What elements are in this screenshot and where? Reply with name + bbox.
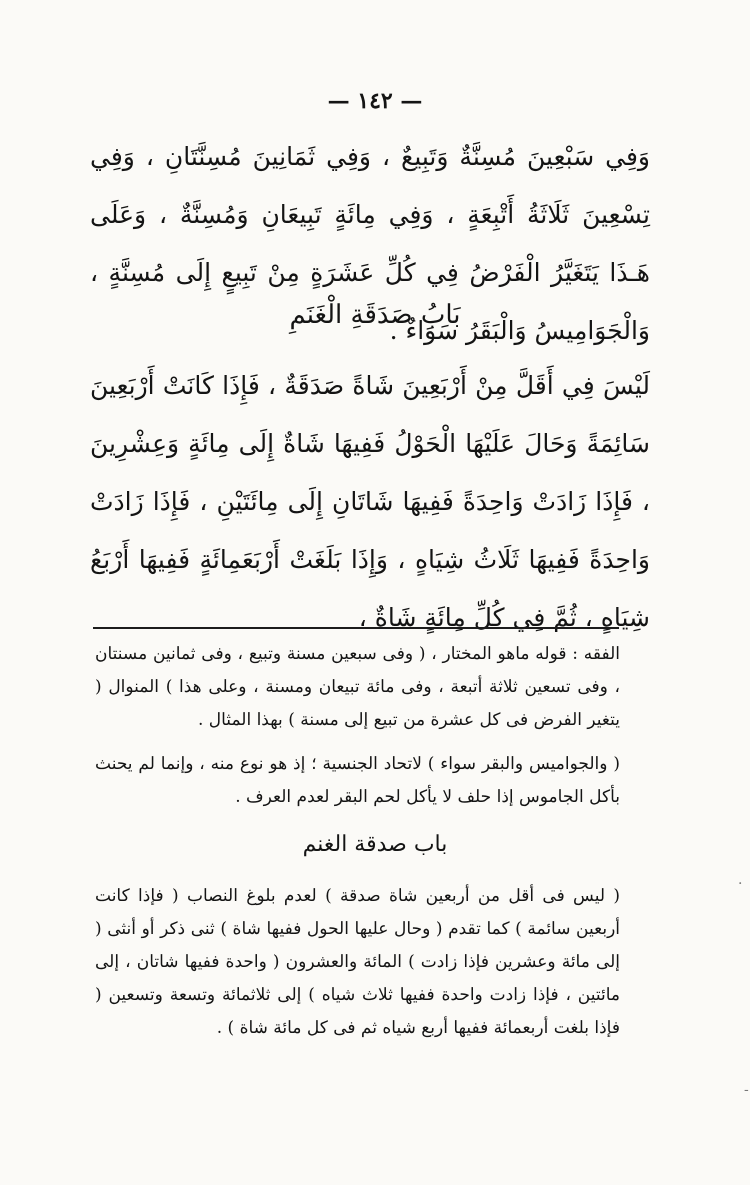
main-text-paragraph: وَفِي سَبْعِينَ مُسِنَّةٌ وَتَبِيعٌ ، وَفِي ثَمَانِينَ مُسِنَّتَانِ ، وَفِي تِسْعِينَ ثَلَاثَةُ أَتْبِعَةٍ ، وَفِي مِائَةٍ تَبِيعَانِ وَمُسِنَّةٌ ، وَعَلَى هَـذَا يَتَغَيَّرُ الْفَرْضُ فِي كُلِّ عَشَرَةٍ مِنْ تَبِيعٍ إِلَى مُسِنَّةٍ ، وَالْجَوَامِيسُ وَالْبَقَرُ سَوَاءٌ . [90, 142, 650, 345]
footnote-divider [93, 627, 619, 629]
commentary-paragraph: ( ليس فى أقل من أربعين شاة صدقة ) لعدم بلوغ النصاب ( فإذا كانت أربعين سائمة ) كما تقدم ( وحال عليها الحول ففيها شاة ) ثنى ذكر أو أنثى ( إلى مائة وعشرين فإذا زادت ) المائة والعشرون ( واحدة ففيها شاتان ، إلى مائتين ، فإذا زادت واحدة ففيها ثلاث شياه ) إلى ثلاثمائة وتسعة وتسعين ( فإذا بلغت أربعمائة ففيها أربع شياه ثم فى كل مائة شاة ) . [95, 886, 620, 1038]
scan-speck: - [744, 1082, 749, 1098]
scan-speck: · [738, 876, 743, 892]
page-number: — ١٤٢ — [327, 88, 423, 114]
main-text-paragraph: لَيْسَ فِي أَقَلَّ مِنْ أَرْبَعِينَ شَاةً صَدَقَةٌ ، فَإِذَا كَانَتْ أَرْبَعِينَ سَائِمَةً وَحَالَ عَلَيْهَا الْحَوْلُ فَفِيهَا شَاةٌ إِلَى مِائَةٍ وَعِشْرِينَ ، فَإِذَا زَادَتْ وَاحِدَةً فَفِيهَا شَاتَانِ إِلَى مِائَتَيْنِ ، فَإِذَا زَادَتْ وَاحِدَةً فَفِيهَا ثَلَاثُ شِيَاهٍ ، وَإِذَا بَلَغَتْ أَرْبَعَمِائَةٍ فَفِيهَا أَرْبَعُ شِيَاهٍ ، ثُمَّ فِي كُلِّ مِائَةٍ شَاةٌ ، [90, 371, 650, 632]
commentary-paragraph: ( والجواميس والبقر سواء ) لاتحاد الجنسية ؛ إذ هو نوع منه ، وإنما لم يحنث بأكل الجاموس إذا حلف لا يأكل لحم البقر لعدم العرف . [95, 754, 620, 807]
commentary-heading: باب صدقة الغنم [302, 832, 448, 857]
section-heading: بَابُ صَدَقَةِ الْغَنَمِ [289, 300, 461, 330]
commentary-paragraph: الفقه : قوله ماهو المختار ، ( وفى سبعين مسنة وتبيع ، وفى ثمانين مسنتان ، وفى تسعين ثلاثة أتبعة ، وفى مائة تبيعان ومسنة ، وعلى هذا ) المنوال ( يتغير الفرض فى كل عشرة من تبيع إلى مسنة ) بهذا المثال . [95, 644, 620, 730]
